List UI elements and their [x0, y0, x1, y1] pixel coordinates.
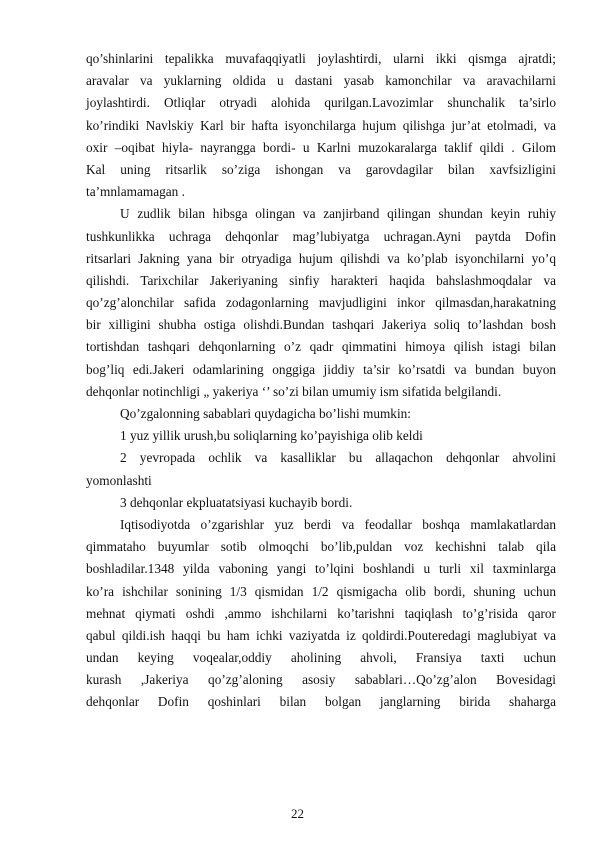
text-line: mehnat qiymati oshdi ,ammo ishchilarni ko’tarishni taqiqlash to’g’risida qaror: [86, 605, 556, 621]
text-line: oxir –oqibat hiyla- nayrangga bordi- u Karlni muzokaralarga taklif qildi . Gilom: [86, 139, 556, 155]
text-line: 2 yevropada ochlik va kasalliklar bu allaqachon dehqonlar ahvolini: [120, 450, 556, 466]
text-line: qo’zg’alonchilar safida zodagonlarning mavjudligini inkor qilmasdan,harakatning: [86, 295, 556, 311]
text-line: ta’mnlamamagan .: [86, 184, 185, 200]
text-line: qimmataho buyumlar sotib olmoqchi bo’lib,puldan voz kechishni talab qila: [86, 539, 556, 555]
text-line: bog’liq edi.Jakeri odamlarining onggiga jiddiy ta’sir ko’rsatdi va bundan buyon: [86, 361, 556, 377]
text-line: 1 yuz yillik urush,bu soliqlarning ko’payishiga olib keldi: [120, 428, 423, 444]
text-line: ko’rindiki Navlskiy Karl bir hafta isyonchilarga hujum qilishga jur’at etolmadi, va: [86, 117, 556, 133]
text-line: bir xilligini shubha ostiga olishdi.Bundan tashqari Jakeriya soliq to’lashdan bosh: [86, 317, 556, 333]
text-line: undan keying voqealar,oddiy aholining ahvoli, Fransiya taxti uchun: [86, 650, 556, 666]
text-line: qabul qildi.ish haqqi bu ham ichki vaziyatda iz qoldirdi.Pouteredagi maglubiyat va: [86, 627, 556, 643]
text-line: ritsarlari Jakning yana bir otryadiga hujum qilishdi va ko’plab isyonchilarni yo’q: [86, 250, 556, 266]
text-line: Kal uning ritsarlik so’ziga ishongan va garovdagilar bilan xavfsizligini: [86, 161, 556, 177]
text-line: aravalar va yuklarning oldida u dastani yasab kamonchilar va aravachilarni: [86, 73, 556, 89]
text-line: kurash ,Jakeriya qo’zg’aloning asosiy sabablari…Qo’zg’alon Bovesidagi: [86, 672, 556, 688]
text-line: boshladilar.1348 yilda vaboning yangi to’lqini boshlandi u turli xil taxminlarga: [86, 561, 556, 577]
text-line: U zudlik bilan hibsga olingan va zanjirband qilingan shundan keyin ruhiy: [120, 206, 556, 222]
text-line: dehqonlar notinchligi „ yakeriya ‘’ so’zi bilan umumiy ism sifatida belgilandi.: [86, 383, 502, 399]
page-number: 22: [291, 806, 304, 821]
text-line: joylashtirdi. Otliqlar otryadi alohida qurilgan.Lavozimlar shunchalik ta’sirlo: [86, 95, 556, 111]
text-line: tortishdan tashqari dehqonlarning o’z qadr qimmatini himoya qilish istagi bilan: [86, 339, 556, 355]
text-line: tushkunlikka uchraga dehqonlar mag’lubiyatga uchragan.Ayni paytda Dofin: [86, 228, 556, 244]
text-line: 3 dehqonlar ekpluatatsiyasi kuchayib bordi.: [120, 494, 353, 510]
text-line: qilishdi. Tarixchilar Jakeriyaning sinfiy harakteri haqida bahslashmoqdalar va: [86, 272, 556, 288]
text-line: ko’ra ishchilar sonining 1/3 qismidan 1/2 qismigacha olib bordi, shuning uchun: [86, 583, 556, 599]
text-line: qo’shinlarini tepalikka muvafaqqiyatli joylashtirdi, ularni ikki qismga ajratdi;: [86, 51, 556, 66]
text-line: yomonlashti: [86, 472, 152, 488]
text-line: Qo’zgalonning sabablari quydagicha bo’lishi mumkin:: [120, 406, 411, 421]
text-line: dehqonlar Dofin qoshinlari bilan bolgan janglarning birida shaharga: [86, 694, 556, 710]
document-body: [86, 48, 556, 714]
text-line: Iqtisodiyotda o’zgarishlar yuz berdi va feodallar boshqa mamlakatlardan: [120, 516, 556, 532]
